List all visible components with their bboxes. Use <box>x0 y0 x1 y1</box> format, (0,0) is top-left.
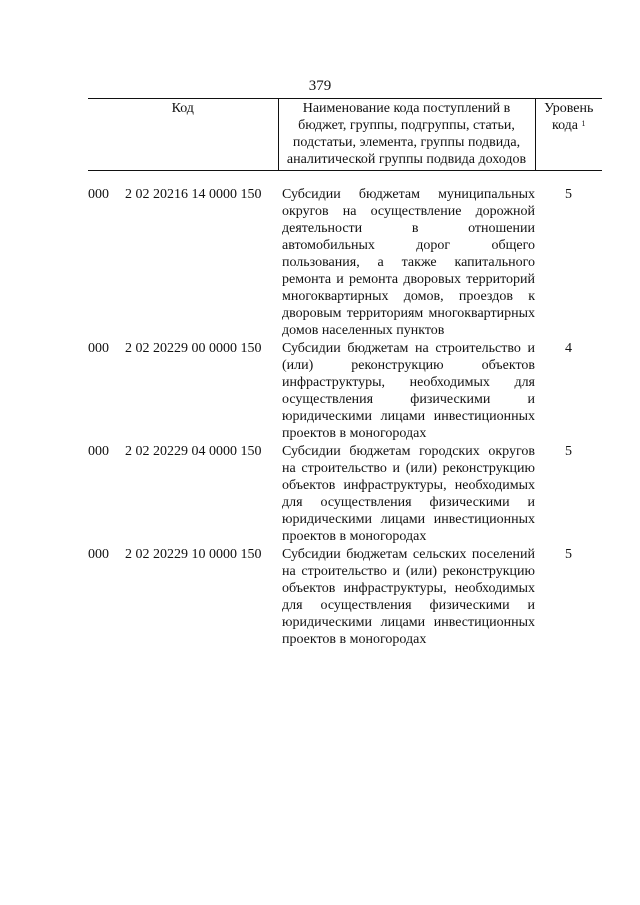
code-level: 4 <box>565 341 572 356</box>
table-row <box>88 340 602 442</box>
header-code: Код <box>171 101 194 116</box>
header-level <box>535 99 602 171</box>
admin-code: 000 <box>88 547 109 562</box>
table-row <box>88 546 602 648</box>
table-row <box>88 186 602 339</box>
income-name: Субсидии бюджетам муниципальных округов на осуществление дорожной деятельности в отношении автомобильных дорог общего пользования, а также капитального ремонта и ремонта дворовых территорий многоквартирных домов, проездов к дворовым территориям многоквартирных домов населенных пунктов <box>282 187 535 338</box>
income-name: Субсидии бюджетам сельских поселений на строительство и (или) реконструкцию объектов инфраструктуры, необходимых для осуществления физическими и юридическими лицами инвестиционных проектов в моногородах <box>282 547 535 647</box>
table-body <box>88 186 602 649</box>
code-level: 5 <box>565 547 572 562</box>
income-name: Субсидии бюджетам городских округов на строительство и (или) реконструкцию объектов инфраструктуры, необходимых для осуществления физическими и юридическими лицами инвестиционных проектов в моногородах <box>282 444 535 544</box>
admin-code: 000 <box>88 341 109 356</box>
code-level: 5 <box>565 444 572 459</box>
table-row <box>88 443 602 545</box>
kbk-code: 2 02 20229 00 0000 150 <box>125 341 262 356</box>
admin-code: 000 <box>88 444 109 459</box>
kbk-code: 2 02 20229 10 0000 150 <box>125 547 262 562</box>
footnote-marker: 1 <box>581 119 586 128</box>
kbk-code: 2 02 20229 04 0000 150 <box>125 444 262 459</box>
header-name: Наименование кода поступлений в бюджет, группы, подгруппы, статьи, подстатьи, элемента, группы подвида, аналитической группы подвида доходов <box>278 99 535 171</box>
page-number: 379 <box>308 78 332 94</box>
header-row <box>88 99 602 171</box>
code-level: 5 <box>565 187 572 202</box>
table-header <box>88 98 602 171</box>
header-level-label: Уровень кода <box>544 101 594 133</box>
admin-code: 000 <box>88 187 109 202</box>
income-name: Субсидии бюджетам на строительство и (или) реконструкцию объектов инфраструктуры, необходимых для осуществления физическими и юридическими лицами инвестиционных проектов в моногородах <box>282 341 535 441</box>
kbk-code: 2 02 20216 14 0000 150 <box>125 187 262 202</box>
